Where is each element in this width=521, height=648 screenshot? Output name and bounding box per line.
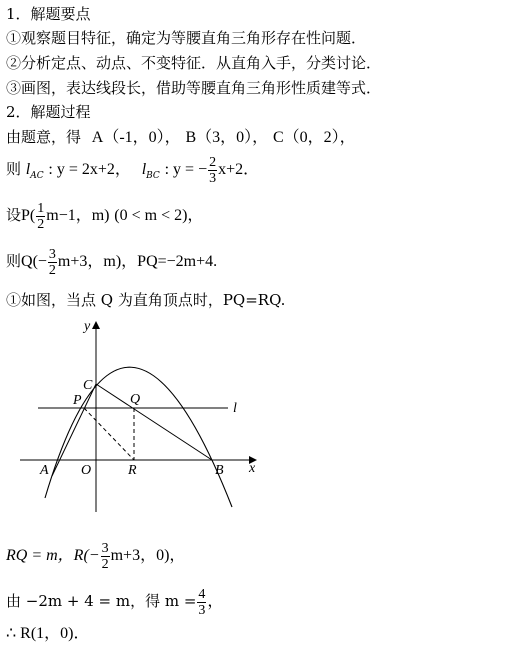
point-2: ②分析定点、动点、不变特征．从直角入手，分类讨论． xyxy=(6,54,382,72)
lines-prefix: 则 xyxy=(6,160,22,178)
l-bc-expression-b: x+2． xyxy=(218,161,260,178)
case-1-statement: ①如图，当点 Q 为直角顶点时，PQ=RQ. xyxy=(6,291,286,309)
parabola-curve xyxy=(45,367,232,507)
point-b: B（3，0）， xyxy=(185,129,269,146)
point-c: C（0，2）， xyxy=(272,129,356,146)
given-prefix: 由题意，得 xyxy=(6,128,82,146)
rq-fraction-num: 3 xyxy=(101,540,109,556)
q-definition xyxy=(6,244,217,279)
section2-heading: 2．解题过程 xyxy=(6,103,91,121)
p-fraction xyxy=(36,201,45,232)
label-a: A xyxy=(40,463,49,478)
label-q: Q xyxy=(130,392,141,407)
l-bc-expression-a: : y = − xyxy=(164,161,208,178)
label-r: R xyxy=(128,463,137,478)
p-prefix: 设 xyxy=(6,206,22,224)
dashed-p-r xyxy=(84,408,134,460)
label-y: y xyxy=(84,319,91,334)
p-fraction-num: 1 xyxy=(37,200,45,216)
l-bc-label: l xyxy=(141,161,147,178)
label-b: B xyxy=(215,463,224,478)
label-c: C xyxy=(83,378,93,393)
p-range: (0 < m < 2)， xyxy=(114,207,204,224)
q-fraction-den: 2 xyxy=(48,262,56,278)
rq-expression xyxy=(6,538,185,573)
solve-fraction xyxy=(197,587,206,618)
line-bc xyxy=(96,384,212,460)
l-ac-label: l xyxy=(25,161,31,178)
l-ac-subscript: AC xyxy=(30,171,44,181)
l-bc-fraction xyxy=(208,155,217,186)
l-ac-expression: : y = 2x+2， xyxy=(48,161,131,178)
q-fraction xyxy=(48,247,57,278)
solve-expr-a: 由 −2m + 4 = m，得 m = xyxy=(6,592,197,610)
rq-fraction xyxy=(101,541,110,572)
q-prefix: 则 xyxy=(6,252,22,270)
given-points xyxy=(6,127,356,148)
p-definition xyxy=(6,198,203,233)
point-3: ③画图，表达线段长，借助等腰直角三角形性质建等式． xyxy=(6,79,382,97)
rq-expr-a: RQ = m，R(− xyxy=(6,547,100,564)
result-statement: ∴ R(1，0)． xyxy=(6,625,90,642)
section1-heading: 1．解题要点 xyxy=(6,5,91,23)
l-bc-fraction-num: 2 xyxy=(209,154,217,170)
p-fraction-den: 2 xyxy=(37,216,45,232)
rq-fraction-den: 2 xyxy=(101,556,109,572)
solve-fraction-den: 3 xyxy=(198,602,206,618)
p-expr-a: P( xyxy=(21,207,36,224)
geometry-figure xyxy=(0,312,300,522)
q-expr-b: m+3，m) xyxy=(57,253,122,270)
label-x: x xyxy=(249,461,256,476)
line-equations xyxy=(6,152,259,193)
l-bc-fraction-den: 3 xyxy=(209,170,217,186)
solve-fraction-num: 4 xyxy=(198,586,206,602)
l-bc-subscript: BC xyxy=(146,171,160,181)
label-l: l xyxy=(233,401,237,416)
q-fraction-num: 3 xyxy=(48,246,56,262)
point-1: ①观察题目特征，确定为等腰直角三角形存在性问题． xyxy=(6,29,367,47)
p-expr-b: m−1，m) xyxy=(46,207,110,224)
q-expr-a: Q(− xyxy=(21,253,47,270)
label-o: O xyxy=(81,463,92,478)
pq-length: ，PQ=−2m+4. xyxy=(121,253,218,270)
rq-expr-b: m+3，0)， xyxy=(110,547,186,564)
solve-equation xyxy=(6,584,223,619)
solve-expr-b: ， xyxy=(207,593,224,610)
point-a: A（-1，0）， xyxy=(91,129,181,146)
label-p: P xyxy=(73,393,82,408)
